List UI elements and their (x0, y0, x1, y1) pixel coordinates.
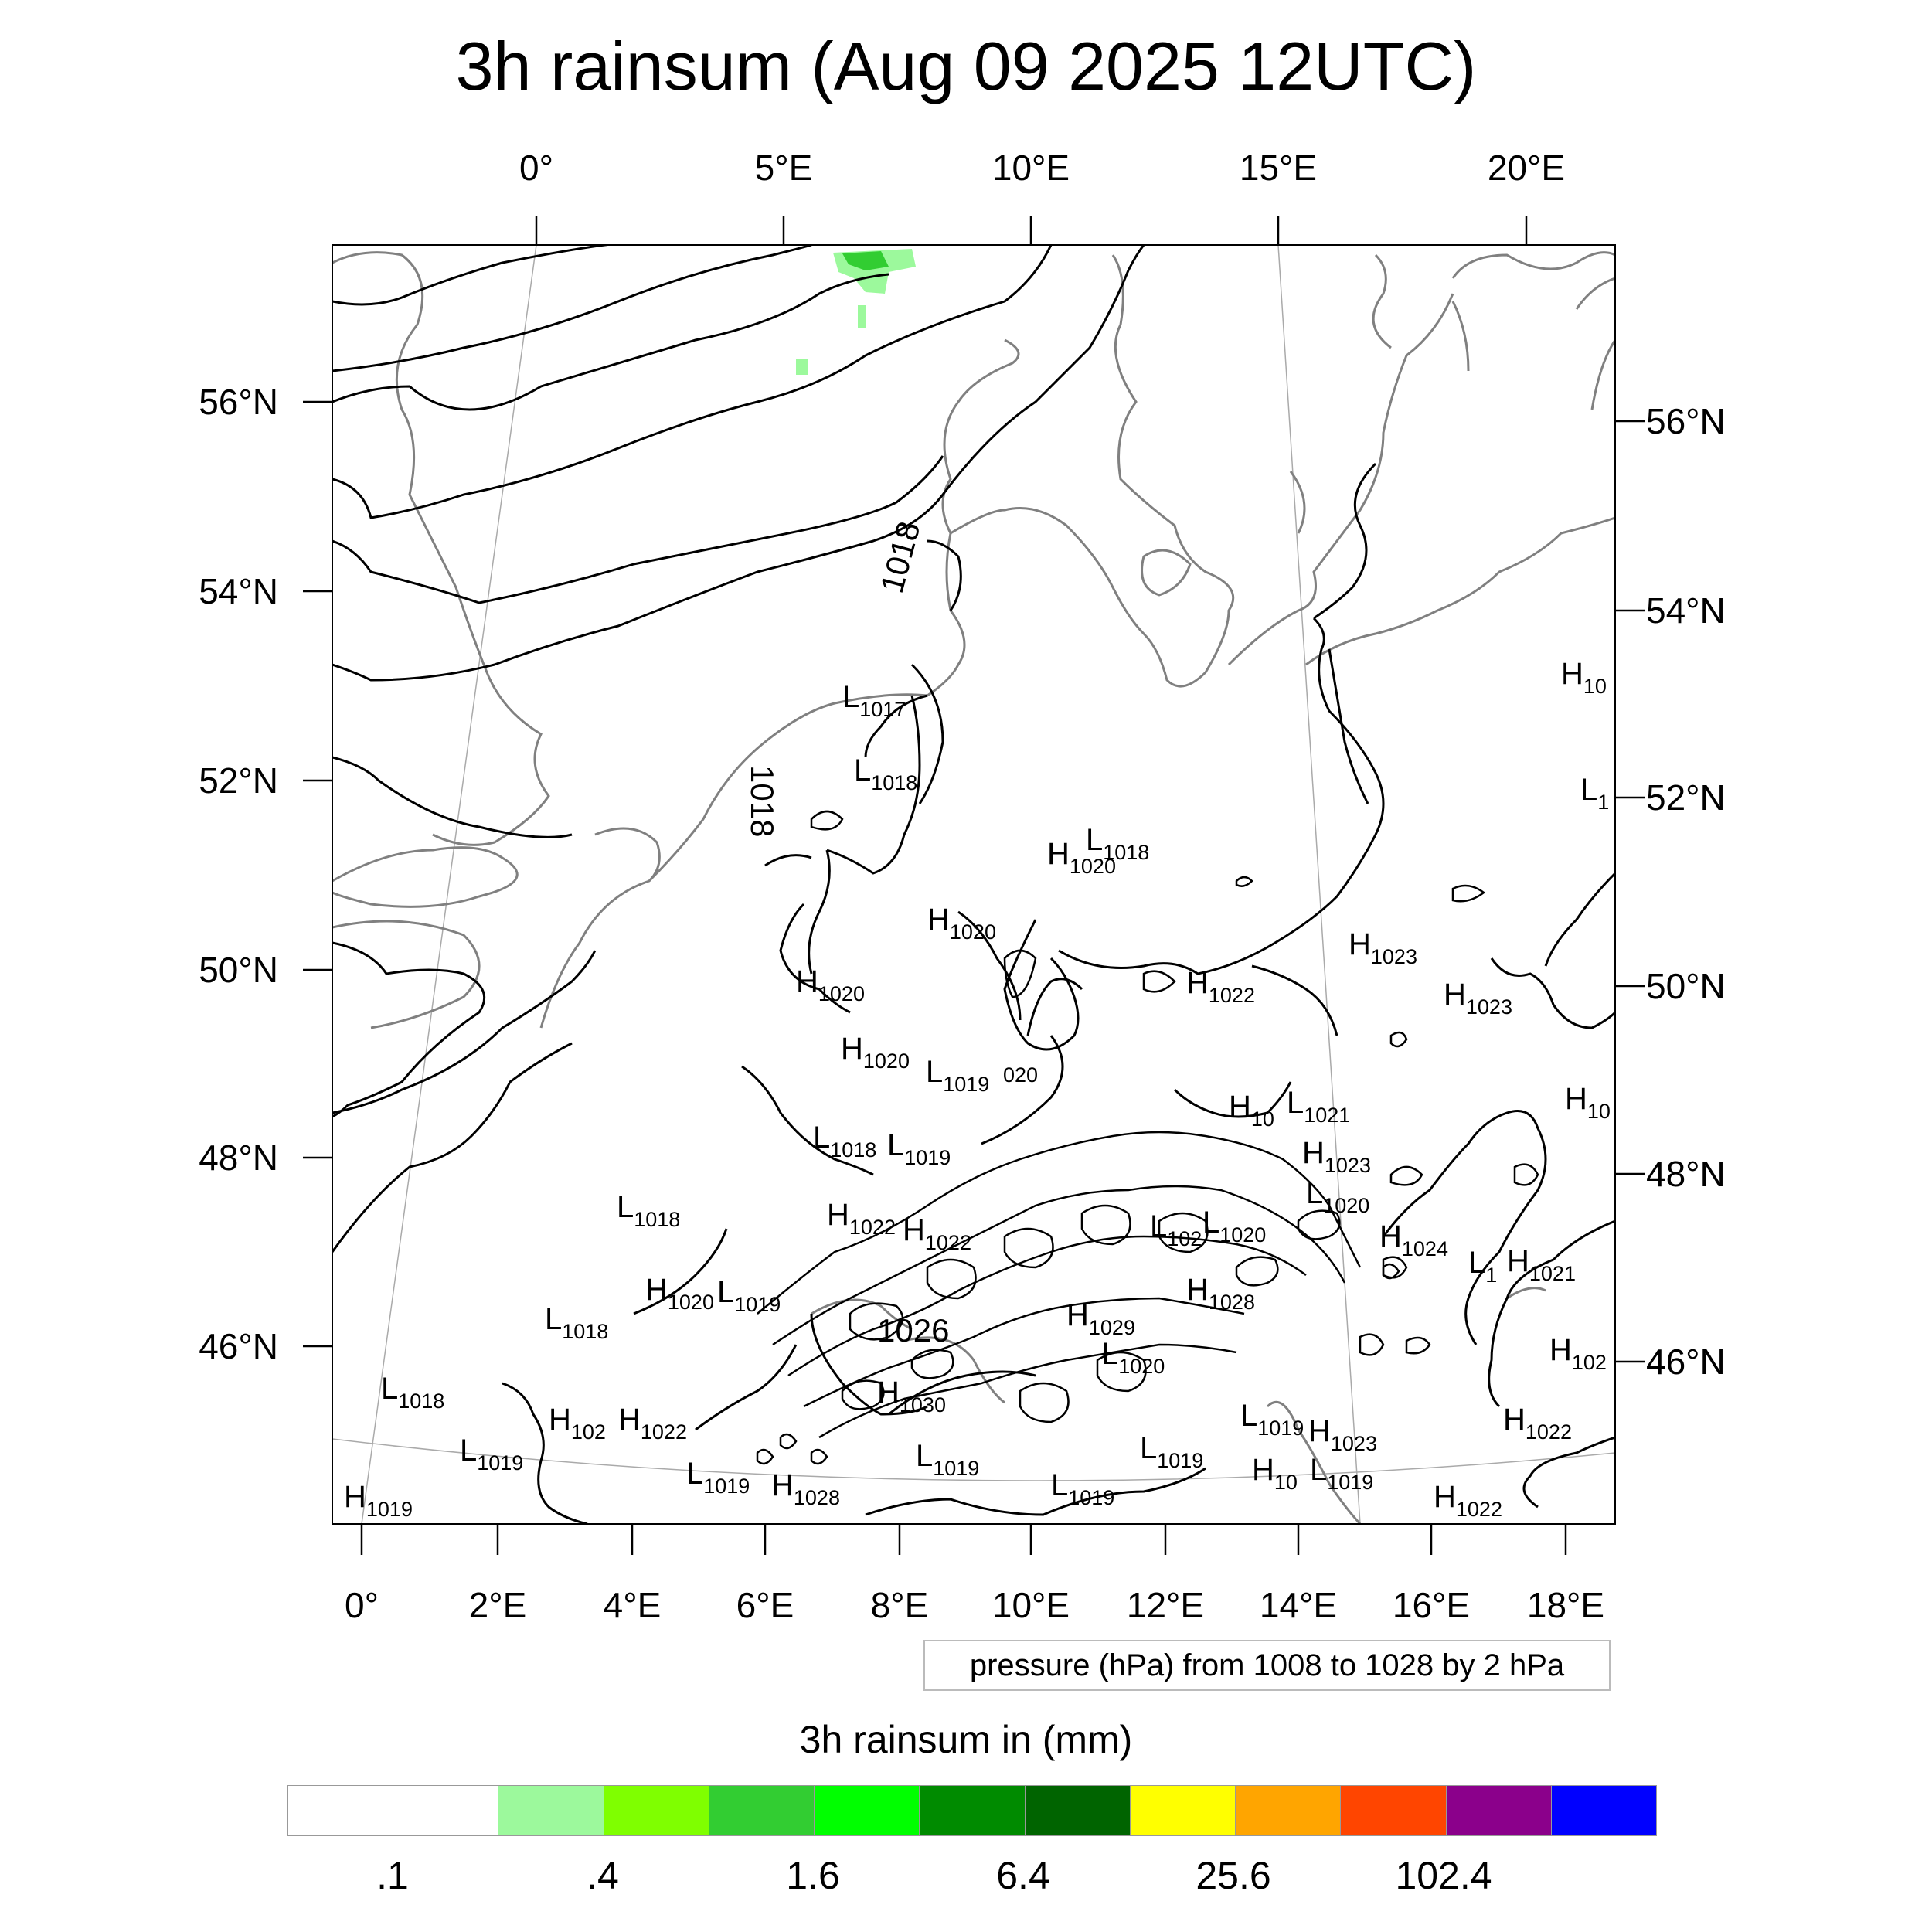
pressure-center-value: 102 (1167, 1227, 1202, 1250)
pressure-center-type: H (1047, 837, 1070, 871)
pressure-center-type: L (813, 1121, 831, 1155)
pressure-center-type: L (887, 1128, 905, 1162)
pressure-center-value: 1018 (1103, 841, 1150, 864)
top-ticks (536, 216, 1526, 245)
top-lon-label: 0° (519, 148, 553, 188)
isobars (332, 243, 1615, 1524)
pressure-center-value: 1019 (366, 1498, 413, 1521)
pressure-center-value: 1020 (1323, 1194, 1370, 1217)
colorbar-cell (604, 1786, 709, 1835)
bottom-lon-label: 12°E (1126, 1585, 1205, 1625)
pressure-center-value: 1028 (1208, 1291, 1255, 1314)
colorbar-tick-label: 1.6 (786, 1854, 840, 1897)
pressure-center-value: 020 (1003, 1063, 1039, 1087)
colorbar-cell (393, 1786, 498, 1835)
pressure-center-type: H (1444, 978, 1466, 1012)
pressure-center-type: H (903, 1213, 925, 1247)
pressure-center-type: H (1549, 1333, 1572, 1367)
pressure-center-type: H (841, 1032, 863, 1066)
map-title: 3h rainsum (Aug 09 2025 12UTC) (455, 28, 1477, 104)
pressure-center-value: 1018 (634, 1208, 681, 1231)
pressure-center-value: 10 (1274, 1471, 1298, 1494)
pressure-center-value: 1019 (703, 1475, 750, 1498)
bottom-lon-label: 10°E (992, 1585, 1070, 1625)
pressure-center-type: H (1503, 1403, 1526, 1437)
left-lat-label: 54°N (199, 571, 278, 611)
pressure-center-value: 1019 (477, 1451, 524, 1475)
pressure-center-type: L (926, 1055, 944, 1089)
colorbar-cell (815, 1786, 920, 1835)
pressure-center-type: H (1066, 1298, 1089, 1332)
pressure-center-type: H (1308, 1414, 1331, 1448)
pressure-center-type: H (1434, 1480, 1456, 1514)
right-lat-label: 56°N (1646, 401, 1726, 441)
bottom-lon-label: 6°E (736, 1585, 794, 1625)
pressure-center-type: H (796, 964, 818, 998)
plot-frame (332, 245, 1615, 1524)
right-lat-label: 50°N (1646, 966, 1726, 1006)
pressure-center-value: 1023 (1330, 1432, 1377, 1455)
top-lon-label: 20°E (1487, 148, 1566, 188)
alpine-contours (757, 811, 1538, 1464)
pressure-center-type: H (771, 1468, 794, 1502)
pressure-center-type: H (1186, 966, 1209, 1000)
colorbar-cell (920, 1786, 1025, 1835)
pressure-center-type: H (344, 1480, 366, 1514)
pressure-center-value: 1018 (871, 771, 918, 794)
colorbar-cell (1447, 1786, 1552, 1835)
pressure-center-type: L (381, 1372, 399, 1406)
pressure-center-value: 1020 (862, 1049, 910, 1073)
pressure-center-type: H (1229, 1090, 1251, 1124)
pressure-center-type: L (617, 1190, 634, 1224)
pressure-center-type: H (1186, 1273, 1209, 1307)
pressure-center-type: H (1349, 927, 1371, 961)
colorbar-tick-label: .1 (376, 1854, 409, 1897)
pressure-center-value: 1019 (1068, 1486, 1115, 1509)
pressure-center-value: 10 (1250, 1107, 1274, 1131)
pressure-center-value: 1028 (793, 1486, 840, 1509)
pressure-center-value: 1022 (849, 1216, 896, 1239)
bottom-lon-label: 2°E (468, 1585, 527, 1625)
pressure-center-type: H (1565, 1082, 1587, 1116)
colorbar (287, 1785, 1657, 1836)
pressure-center-type: L (1051, 1468, 1069, 1502)
pressure-center-type: L (916, 1439, 934, 1473)
pressure-center-type: H (877, 1376, 900, 1410)
legend-title: 3h rainsum in (mm) (799, 1718, 1133, 1761)
colorbar-cell (288, 1786, 393, 1835)
right-lat-label: 54°N (1646, 590, 1726, 631)
pressure-center-value: 1022 (1525, 1420, 1572, 1444)
right-lat-label: 46°N (1646, 1342, 1726, 1382)
pressure-center-type: H (1561, 657, 1583, 691)
pressure-center-value: 1022 (1208, 984, 1255, 1007)
pressure-center-type: L (1310, 1453, 1328, 1487)
top-lon-label: 15°E (1239, 148, 1318, 188)
pressure-center-type: L (1306, 1176, 1324, 1210)
pressure-center-value: 1022 (640, 1420, 687, 1444)
colorbar-cell (1236, 1786, 1341, 1835)
pressure-center-value: 1020 (1069, 855, 1116, 878)
left-lat-label: 56°N (199, 382, 278, 422)
colorbar-cell (1131, 1786, 1236, 1835)
colorbar-tick-label: 6.4 (996, 1854, 1050, 1897)
pressure-center-value: 1021 (1304, 1104, 1351, 1127)
pressure-center-value: 1019 (1327, 1471, 1374, 1494)
pressure-center-value: 1 (1597, 791, 1610, 814)
colorbar-cell (1026, 1786, 1131, 1835)
pressure-center-value: 1029 (1088, 1316, 1135, 1339)
pressure-center-value: 1022 (924, 1231, 971, 1254)
pressure-center-value: 10 (1587, 1100, 1611, 1123)
colorbar-tick-label: 102.4 (1395, 1854, 1492, 1897)
pressure-center-value: 1019 (1157, 1449, 1204, 1472)
pressure-center-value: 10 (1583, 675, 1607, 698)
pressure-center-value: 1023 (1324, 1154, 1371, 1177)
colorbar-cell (1552, 1786, 1656, 1835)
pressure-center-type: H (618, 1403, 641, 1437)
pressure-center-type: L (1202, 1206, 1220, 1240)
pressure-center-type: L (1086, 823, 1104, 857)
pressure-center-type: L (1580, 773, 1598, 807)
pressure-center-value: 1019 (904, 1146, 951, 1169)
right-lat-label: 48°N (1646, 1154, 1726, 1194)
pressure-center-type: L (1101, 1337, 1119, 1371)
pressure-center-type: L (854, 753, 872, 787)
pressure-center-type: H (1302, 1136, 1325, 1170)
pressure-center-value: 102 (570, 1420, 606, 1444)
pressure-center-value: 1022 (1455, 1498, 1502, 1521)
pressure-center-value: 1019 (734, 1293, 781, 1316)
right-ticks (1615, 421, 1645, 1362)
pressure-center-value: 1020 (1219, 1223, 1267, 1247)
isobar-label: 1018 (873, 517, 927, 597)
pressure-center-value: 1020 (949, 920, 996, 944)
graticule (332, 245, 1615, 1524)
pressure-center-value: 1021 (1529, 1262, 1576, 1285)
pressure-center-type: L (460, 1434, 478, 1468)
pressure-center-value: 1 (1485, 1264, 1498, 1287)
pressure-center-value: 1023 (1465, 995, 1512, 1019)
pressure-center-type: L (1468, 1246, 1486, 1280)
rain-patch (796, 249, 916, 375)
isobar-label: 1026 (877, 1312, 950, 1349)
bottom-lon-label: 4°E (603, 1585, 662, 1625)
pressure-center-value: 1030 (899, 1393, 946, 1417)
colorbar-cell (709, 1786, 815, 1835)
pressure-center-type: L (1140, 1431, 1158, 1465)
pressure-center-type: L (686, 1457, 704, 1491)
bottom-lon-label: 14°E (1259, 1585, 1338, 1625)
colorbar-cell (498, 1786, 604, 1835)
pressure-center-type: H (1507, 1244, 1529, 1278)
pressure-center-value: 1018 (830, 1138, 877, 1162)
top-lon-label: 10°E (992, 148, 1070, 188)
left-lat-label: 46°N (199, 1326, 278, 1366)
bottom-lon-label: 0° (345, 1585, 379, 1625)
bottom-lon-label: 8°E (870, 1585, 929, 1625)
pressure-center-value: 1020 (667, 1291, 714, 1314)
left-ticks (303, 402, 332, 1346)
pressure-center-value: 1017 (859, 698, 906, 721)
pressure-center-type: H (927, 903, 950, 937)
pressure-center-value: 1019 (933, 1457, 980, 1480)
bottom-lon-label: 18°E (1526, 1585, 1605, 1625)
left-lat-label: 52°N (199, 760, 278, 801)
top-lon-label: 5°E (754, 148, 813, 188)
pressure-center-type: H (645, 1273, 668, 1307)
pressure-center-type: L (545, 1302, 563, 1336)
pressure-center-type: L (717, 1275, 735, 1309)
bottom-ticks (362, 1524, 1566, 1555)
colorbar-cell (1341, 1786, 1446, 1835)
pressure-center-value: 1023 (1370, 945, 1417, 968)
pressure-center-value: 1018 (562, 1320, 609, 1343)
right-lat-label: 52°N (1646, 777, 1726, 818)
contour-info-box: pressure (hPa) from 1008 to 1028 by 2 hPa (923, 1640, 1611, 1691)
pressure-center-type: H (827, 1198, 849, 1232)
pressure-center-type: H (1379, 1219, 1402, 1253)
colorbar-tick-label: .4 (587, 1854, 619, 1897)
coastlines (332, 253, 1615, 1524)
pressure-center-value: 1020 (1118, 1355, 1165, 1378)
pressure-center-value: 1024 (1401, 1237, 1448, 1260)
pressure-center-value: 1019 (943, 1073, 990, 1096)
pressure-center-value: 1018 (398, 1389, 445, 1413)
left-lat-label: 48°N (199, 1138, 278, 1178)
pressure-center-type: L (842, 680, 860, 714)
left-lat-label: 50°N (199, 950, 278, 990)
pressure-center-type: H (1252, 1453, 1274, 1487)
pressure-center-type: L (1287, 1086, 1304, 1120)
pressure-center-value: 1020 (818, 982, 865, 1005)
colorbar-tick-label: 25.6 (1196, 1854, 1271, 1897)
pressure-center-type: H (549, 1403, 571, 1437)
pressure-center-type: L (1150, 1209, 1168, 1243)
pressure-center-type: L (1240, 1399, 1258, 1433)
bottom-lon-label: 16°E (1392, 1585, 1471, 1625)
pressure-center-value: 1019 (1257, 1417, 1304, 1440)
pressure-center-value: 102 (1571, 1351, 1607, 1374)
isobar-label: 1018 (744, 765, 781, 838)
